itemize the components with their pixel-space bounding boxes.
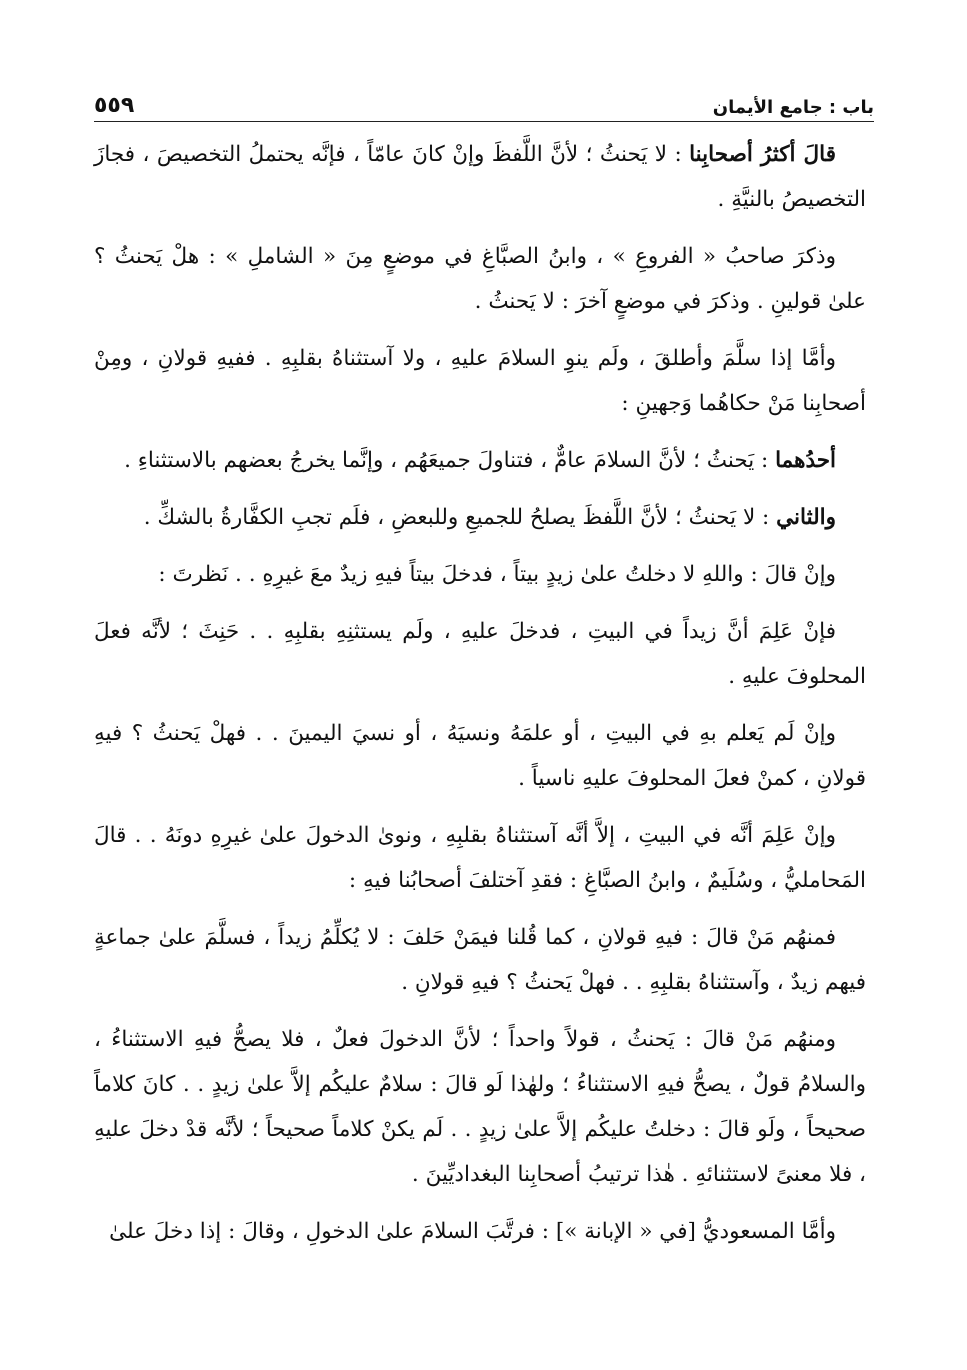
running-head <box>94 78 874 118</box>
paragraph-text: : يَحنثُ ؛ لأنَّ السلامَ عامٌّ ، فتناولَ جميعَهُم ، وإنَّما يخرجُ بعضهم بالاستثناءِ . <box>124 448 776 473</box>
paragraph-text: : لا يَحنثُ ؛ لأنَّ اللَّفظَ يصلحُ للجميعِ وللبعضِ ، فلَم تجبِ الكفَّارةُ بالشكِّ . <box>143 505 777 530</box>
paragraph <box>94 813 866 903</box>
paragraph <box>94 1017 866 1197</box>
header-rule <box>94 121 874 122</box>
paragraph <box>94 1209 866 1254</box>
chapter-title: باب : جامع الأيمان <box>712 97 874 118</box>
paragraph <box>94 552 866 597</box>
paragraph <box>94 609 866 699</box>
paragraph <box>94 438 866 483</box>
paragraph-lead: أحدُهما <box>775 448 836 473</box>
page-number: ٥٥٩ <box>94 93 135 118</box>
paragraph <box>94 336 866 426</box>
paragraph-lead: والثاني <box>776 505 836 530</box>
paragraph-text: وإنْ لَم يَعلم بهِ في البيتِ ، أو علمَهُ ونسيَهُ ، أو نسيَ اليمينَ . . فهلْ يَحنثُ ؟ فيهِ قولانِ ، كمنْ فعلَ المحلوفَ عليهِ ناسياً . <box>94 721 866 791</box>
paragraph <box>94 495 866 540</box>
paragraph-text: ومنهُم مَنْ قالَ : يَحنثُ ، قولاً واحداً ؛ لأنَّ الدخولَ فعلٌ ، فلا يصحُّ فيهِ الاستثناءُ ، والسلامُ قولٌ ، يصحُّ فيهِ الاستثناءُ ؛ ولهٰذا لَو قالَ : سلامٌ عليكُم إلاَّ علىٰ زيدٍ . . كانَ كلاماً صحيحاً ، ولَو قالَ : دخلتُ عليكُم إلاَّ علىٰ زيدٍ . . لَم يكنْ كلاماً صحيحاً ؛ لأنَّه قدْ دخلَ عليهِ ، فلا معنىً لاستثنائهِ . هٰذا ترتيبُ أصحابِنا البغداديِّينَ . <box>94 1027 866 1187</box>
paragraph-text: فمنهُم مَنْ قالَ : فيهِ قولانِ ، كما قُلنا فيمَنْ حَلفَ : لا يُكلِّمُ زيداً ، فسلَّمَ علىٰ جماعةٍ فيهم زيدٌ ، وآستثناهُ بقلبِهِ . . فهلْ يَحنثُ ؟ فيهِ قولانِ . <box>94 925 866 995</box>
paragraph <box>94 711 866 801</box>
paragraph-text: وإنْ عَلِمَ أنَّه في البيتِ ، إلاَّ أنَّه آستثناهُ بقلبِهِ ، ونوىٰ الدخولَ علىٰ غيرِهِ دونَهُ . . قالَ المَحامليُّ ، وسُلَيمٌ ، وابنُ الصبَّاغِ : فقدِ آختلفَ أصحابُنا فيهِ : <box>94 823 866 893</box>
paragraph <box>94 234 866 324</box>
paragraph-text: وأمَّا المسعوديُّ [في « الإبانة »] : فرتَّبَ السلامَ علىٰ الدخولِ ، وقالَ : إذا دخلَ علىٰ <box>109 1219 836 1244</box>
paragraph-text: : لا يَحنثُ ؛ لأنَّ اللَّفظَ وإنْ كانَ عامّاً ، فإنَّه يحتملُ التخصيصَ ، فجازَ التخصيصُ بالنيَّةِ . <box>94 142 866 212</box>
paragraph <box>94 132 866 222</box>
paragraph-text: وذكرَ صاحبُ « الفروعِ » ، وابنُ الصبَّاغِ في موضعٍ مِنَ « الشاملِ » : هلْ يَحنثُ ؟ علىٰ قولينِ . وذكرَ في موضعٍ آخرَ : لا يَحنثُ . <box>94 244 866 314</box>
text-body <box>94 132 866 1254</box>
paragraph-text: وأمَّا إذا سلَّمَ وأطلقَ ، ولَم ينوِ السلامَ عليهِ ، ولا آستثناهُ بقلبِهِ . ففيهِ قولانِ ، ومِنْ أصحابِنا مَنْ حكاهُما وَجهينِ : <box>94 346 866 416</box>
paragraph-lead: قالَ أكثرُ أصحابِنا <box>689 142 836 167</box>
paragraph-text: وإنْ قالَ : واللهِ لا دخلتُ علىٰ زيدٍ بيتاً ، فدخلَ بيتاً فيهِ زيدٌ معَ غيرِهِ . . نَظرتَ : <box>158 562 836 587</box>
paragraph <box>94 915 866 1005</box>
paragraph-text: فإنْ عَلِمَ أنَّ زيداً في البيتِ ، فدخلَ عليهِ ، ولَم يستثنِهِ بقلبِهِ . . حَنِثَ ؛ لأنَّه فعلَ المحلوفَ عليهِ . <box>94 619 866 689</box>
